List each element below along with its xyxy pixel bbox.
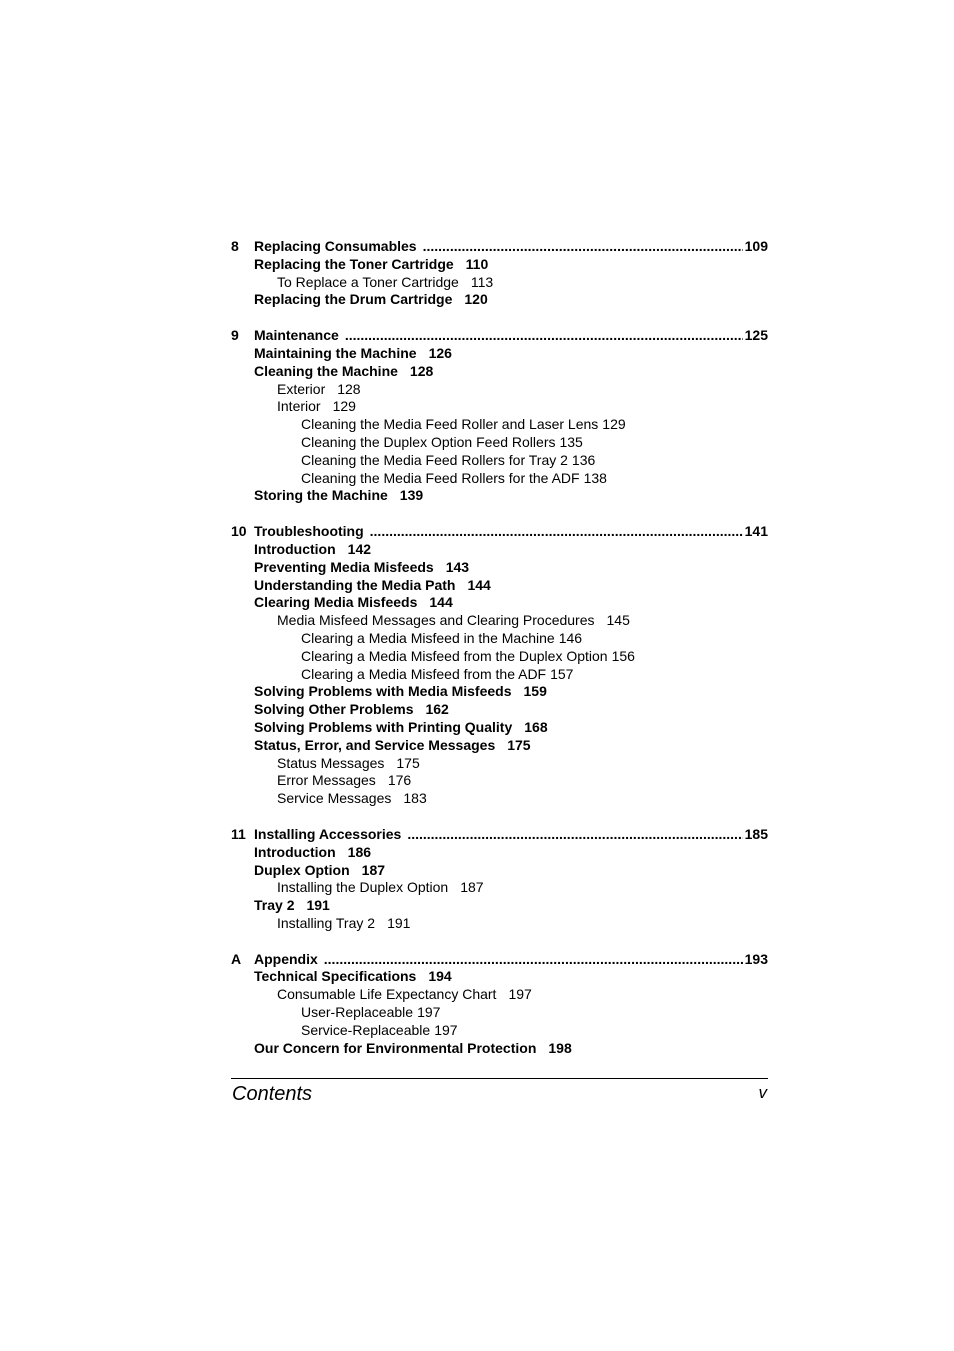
chapter-page-number: 125 (744, 327, 768, 344)
toc-entry-level-1[interactable] (231, 256, 768, 274)
toc-entry-title: Media Misfeed Messages and Clearing Procedures (277, 612, 595, 629)
toc-entry-title: Clearing Media Misfeeds (254, 594, 418, 611)
toc-entry-page-number: 143 (445, 558, 470, 575)
toc-entry-page-number: 156 (611, 647, 635, 664)
toc-entry-title: Service-Replaceable (301, 1021, 431, 1038)
toc-entry-page-number: 135 (559, 433, 583, 450)
toc-entry-page-number: 128 (337, 380, 361, 397)
toc-entry-level-3[interactable] (231, 434, 768, 452)
toc-chapter (231, 523, 768, 808)
toc-entry-page-number: 198 (548, 1039, 572, 1056)
footer-title: Contents (232, 1083, 313, 1105)
chapter-number: A (231, 950, 242, 967)
toc-entry-level-1[interactable] (231, 968, 768, 986)
toc-entry-title: Technical Specifications (254, 968, 417, 985)
toc-entry-page-number: 197 (417, 1004, 441, 1021)
toc-entry-level-1[interactable] (231, 487, 768, 505)
toc-entry-page-number: 144 (467, 576, 491, 593)
toc-entry-level-1[interactable] (231, 541, 768, 559)
toc-chapter-heading[interactable] (231, 523, 768, 541)
page-footer (231, 1078, 768, 1105)
toc-entry-page-number: 144 (429, 594, 453, 611)
dot-leader (407, 826, 742, 844)
toc-entry-level-1[interactable] (231, 363, 768, 381)
toc-entry-title: Error Messages (277, 772, 376, 789)
toc-entry-title: Preventing Media Misfeeds (254, 558, 434, 575)
toc-entry-page-number: 157 (550, 665, 574, 682)
toc-entry-title: Cleaning the Media Feed Rollers for the ADF (301, 469, 580, 486)
toc-entry-level-2[interactable] (231, 879, 768, 897)
toc-entry-level-2[interactable] (231, 986, 768, 1004)
toc-entry-page-number: 128 (409, 362, 434, 379)
toc-entry-page-number: 187 (361, 861, 386, 878)
toc-entry-level-1[interactable] (231, 577, 768, 595)
toc-entry-level-2[interactable] (231, 274, 768, 292)
toc-entry-title: Exterior (277, 380, 326, 397)
chapter-title: Troubleshooting (254, 523, 364, 540)
toc-entry-page-number: 138 (583, 469, 607, 486)
toc-entry-level-2[interactable] (231, 381, 768, 399)
chapter-page-number: 185 (744, 825, 768, 842)
toc-entry-title: Understanding the Media Path (254, 576, 456, 593)
dot-leader (423, 238, 743, 256)
toc-entry-title: Storing the Machine (254, 487, 388, 504)
toc-entry-level-1[interactable] (231, 844, 768, 862)
dot-leader (370, 523, 743, 541)
toc-entry-title: Cleaning the Media Feed Roller and Laser Lens (301, 416, 599, 433)
toc-entry-level-2[interactable] (231, 772, 768, 790)
toc-entry-page-number: 126 (428, 344, 452, 361)
toc-entry-level-2[interactable] (231, 790, 768, 808)
toc-entry-page-number: 145 (606, 612, 630, 629)
chapter-page-number: 193 (744, 950, 768, 967)
toc-entry-page-number: 136 (571, 451, 596, 468)
toc-entry-title: Solving Problems with Printing Quality (254, 718, 513, 735)
toc-entry-title: Duplex Option (254, 861, 350, 878)
toc-entry-page-number: 146 (558, 629, 583, 646)
chapter-number: 10 (231, 523, 247, 540)
toc-entry-page-number: 191 (306, 897, 330, 914)
chapter-title: Appendix (254, 950, 318, 967)
toc-entry-level-3[interactable] (231, 1022, 768, 1040)
chapter-number: 9 (231, 327, 239, 344)
toc-entry-title: Interior (277, 398, 321, 415)
toc-entry-title: Cleaning the Duplex Option Feed Rollers (301, 433, 556, 450)
toc-entry-page-number: 191 (387, 914, 411, 931)
toc-chapter (231, 327, 768, 505)
toc-entry-level-3[interactable] (231, 1004, 768, 1022)
toc-entry-level-1[interactable] (231, 1040, 768, 1058)
toc-entry-page-number: 139 (399, 487, 424, 504)
dot-leader (324, 951, 743, 969)
footer-page-number: v (758, 1083, 767, 1102)
toc-entry-level-2[interactable] (231, 398, 768, 416)
toc-entry-level-1[interactable] (231, 683, 768, 701)
chapter-page-number: 141 (744, 523, 768, 540)
toc-entry-level-1[interactable] (231, 345, 768, 363)
toc-entry-title: Installing Tray 2 (277, 914, 376, 931)
toc-entry-title: Tray 2 (254, 897, 295, 914)
toc-entry-page-number: 194 (428, 968, 452, 985)
toc-entry-title: Cleaning the Media Feed Rollers for Tray 2 (301, 451, 568, 468)
toc-entry-level-1[interactable] (231, 897, 768, 915)
toc-entry-title: Consumable Life Expectancy Chart (277, 986, 497, 1003)
chapter-number: 8 (231, 238, 239, 254)
toc-chapter-heading[interactable] (231, 238, 768, 256)
toc-entry-page-number: 129 (332, 398, 356, 415)
toc-entry-level-1[interactable] (231, 291, 768, 309)
toc-entry-page-number: 120 (464, 291, 488, 308)
toc-entry-page-number: 175 (507, 736, 531, 753)
toc-entry-title: Service Messages (277, 790, 392, 807)
toc-entry-level-1[interactable] (231, 594, 768, 612)
toc-entry-title: Replacing the Toner Cartridge (254, 255, 454, 272)
toc-entry-level-3[interactable] (231, 416, 768, 434)
toc-entry-level-1[interactable] (231, 737, 768, 755)
toc-entry-page-number: 197 (508, 986, 532, 1003)
toc-entry-page-number: 162 (425, 701, 449, 718)
toc-entry-level-1[interactable] (231, 701, 768, 719)
toc-entry-title: Replacing the Drum Cartridge (254, 291, 453, 308)
toc-entry-title: Solving Other Problems (254, 701, 414, 718)
toc-entry-page-number: 129 (602, 416, 626, 433)
toc-chapter-heading[interactable] (231, 826, 768, 844)
dot-leader (345, 327, 743, 345)
toc-entry-title: To Replace a Toner Cartridge (277, 273, 459, 290)
toc-entry-title: Maintaining the Machine (254, 344, 417, 361)
toc-entry-level-3[interactable] (231, 666, 768, 684)
toc-entry-title: Status Messages (277, 754, 385, 771)
chapter-title: Replacing Consumables (254, 238, 417, 254)
toc-entry-page-number: 168 (524, 718, 548, 735)
toc-entry-level-2[interactable] (231, 755, 768, 773)
toc-entry-page-number: 186 (347, 843, 372, 860)
toc-entry-level-2[interactable] (231, 612, 768, 630)
toc-entry-level-3[interactable] (231, 452, 768, 470)
toc-entry-title: Status, Error, and Service Messages (254, 736, 496, 753)
toc-entry-page-number: 187 (460, 879, 484, 896)
toc-chapter-heading[interactable] (231, 951, 768, 969)
toc-chapter-heading[interactable] (231, 327, 768, 345)
toc-entry-page-number: 175 (396, 754, 420, 771)
toc-chapter (231, 238, 768, 309)
toc-chapter (231, 951, 768, 1058)
toc-entry-title: Our Concern for Environmental Protection (254, 1039, 537, 1056)
toc-entry-title: Clearing a Media Misfeed in the Machine (301, 629, 555, 646)
toc-entry-page-number: 142 (347, 540, 372, 557)
toc-entry-page-number: 197 (434, 1021, 458, 1038)
toc-entry-page-number: 113 (470, 273, 494, 290)
toc-chapter (231, 826, 768, 933)
toc-entry-level-3[interactable] (231, 470, 768, 488)
toc-entry-level-1[interactable] (231, 719, 768, 737)
toc-entry-title: Introduction (254, 843, 336, 860)
toc-entry-level-2[interactable] (231, 915, 768, 933)
toc-entry-title: Solving Problems with Media Misfeeds (254, 683, 512, 700)
chapter-title: Installing Accessories (254, 825, 402, 842)
toc-entry-level-3[interactable] (231, 630, 768, 648)
toc-entry-title: Clearing a Media Misfeed from the Duplex Option (301, 647, 608, 664)
toc-entry-title: Installing the Duplex Option (277, 879, 449, 896)
toc-entry-level-1[interactable] (231, 862, 768, 880)
toc-entry-page-number: 110 (465, 255, 489, 272)
table-of-contents (231, 238, 768, 1075)
toc-entry-level-3[interactable] (231, 648, 768, 666)
toc-entry-title: Cleaning the Machine (254, 362, 398, 379)
chapter-number: 11 (231, 825, 246, 842)
chapter-page-number: 109 (744, 238, 768, 254)
toc-entry-title: Introduction (254, 540, 336, 557)
toc-entry-level-1[interactable] (231, 559, 768, 577)
toc-entry-title: User-Replaceable (301, 1004, 414, 1021)
toc-entry-title: Clearing a Media Misfeed from the ADF (301, 665, 547, 682)
toc-entry-page-number: 176 (387, 772, 412, 789)
chapter-title: Maintenance (254, 327, 339, 344)
toc-entry-page-number: 159 (523, 683, 547, 700)
toc-entry-page-number: 183 (403, 790, 427, 807)
